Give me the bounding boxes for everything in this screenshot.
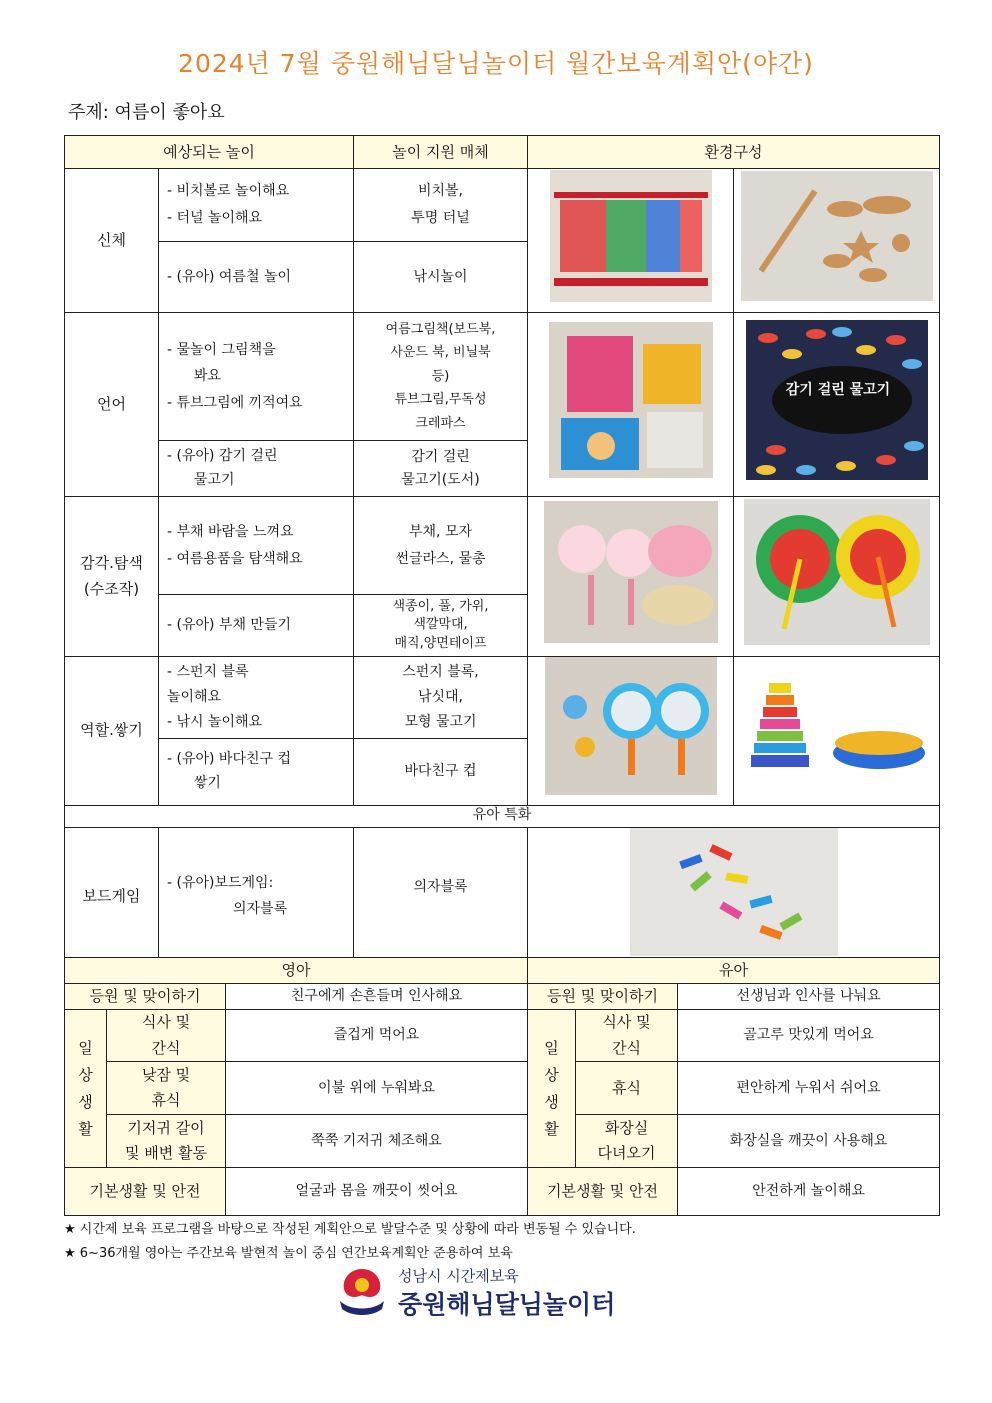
header-play: 예상되는 놀이 <box>65 136 354 169</box>
chair-blocks-photo <box>630 828 838 956</box>
category-language: 언어 <box>65 313 159 497</box>
play-cell: - 비치볼로 놀이해요 - 터널 놀이해요 <box>159 169 354 242</box>
toddler-meal-label: 식사 및 간식 <box>576 1010 678 1062</box>
toddler-arrival-label: 등원 및 맞이하기 <box>528 984 678 1010</box>
tunnel-photo <box>550 170 712 302</box>
media-cell: 부채, 모자 썬글라스, 물총 <box>354 497 528 595</box>
note-2: ★ 6~36개월 영아는 주간보육 발현적 놀이 중심 연간보육계획안 준용하여 보육 <box>64 1246 513 1261</box>
header-env: 환경구성 <box>528 136 940 169</box>
infant-arrival-label: 등원 및 맞이하기 <box>65 984 226 1010</box>
infant-diaper: 쭉쭉 기저귀 체조해요 <box>226 1115 528 1168</box>
infant-safety-label: 기본생활 및 안전 <box>65 1168 226 1216</box>
infant-safety: 얼굴과 몸을 깨끗이 씻어요 <box>226 1168 528 1216</box>
fans-hats-photo <box>544 501 718 643</box>
media-cell: 의자블록 <box>354 827 528 966</box>
infant-header: 영아 <box>65 958 528 984</box>
book-cover-photo <box>746 320 928 480</box>
media-cell: 여름그림책(보드북, 사운드 북, 비닐북 등) 튜브그림,무독성 크레파스 <box>354 313 528 441</box>
photo-cell-tunnel <box>528 169 734 313</box>
infant-diaper-label: 기저귀 갈이 및 배변 활동 <box>107 1115 226 1168</box>
activity-table <box>64 135 940 966</box>
books-photo <box>549 322 713 478</box>
book-cover-title: 감기 걸린 물고기 <box>785 381 890 398</box>
infant-meal: 즐겁게 먹어요 <box>226 1010 528 1062</box>
logo-line-2: 중원해님달님놀이터 <box>398 1290 616 1319</box>
photo-cell-chair-blocks <box>528 827 940 966</box>
play-cell: - (유아)보드게임: 의자블록 <box>159 827 354 966</box>
play-cell: - 스펀지 블록 놀이해요 - 낚시 놀이해요 <box>159 657 354 739</box>
media-cell: 감기 걸린 물고기(도서) <box>354 441 528 497</box>
toddler-arrival: 선생님과 인사를 나눠요 <box>678 984 940 1010</box>
special-header: 유아 특화 <box>65 805 940 827</box>
category-role-block: 역할.쌓기 <box>65 657 159 806</box>
daily-life-table <box>64 957 940 1216</box>
play-cell: - (유아) 부채 만들기 <box>159 595 354 657</box>
media-cell: 낚시놀이 <box>354 242 528 313</box>
toddler-rest-label: 휴식 <box>576 1062 678 1115</box>
infant-arrival: 친구에게 손흔들며 인사해요 <box>226 984 528 1010</box>
toddler-safety-label: 기본생활 및 안전 <box>528 1168 678 1216</box>
page-title: 2024년 7월 중원해님달님놀이터 월간보육계획안(야간) <box>178 49 814 78</box>
toddler-rest: 편안하게 누워서 쉬어요 <box>678 1062 940 1115</box>
toddler-meal: 골고루 맛있게 먹어요 <box>678 1010 940 1062</box>
infant-daily-life-label: 일 상 생 활 <box>65 1010 107 1168</box>
paper-fans-photo <box>744 499 930 645</box>
logo-line-1: 성남시 시간제보육 <box>398 1267 519 1285</box>
category-sensory: 감각.탐색 (수조작) <box>65 497 159 657</box>
play-cell: - (유아) 바다친구 컵 쌓기 <box>159 738 354 805</box>
media-cell: 비치볼, 투명 터널 <box>354 169 528 242</box>
fishing-nets-photo <box>545 657 717 795</box>
photo-cell-stacking-cups <box>734 657 940 806</box>
toddler-toilet-label: 화장실 다녀오기 <box>576 1115 678 1168</box>
play-cell: - 물놀이 그림책을 봐요 - 튜브그림에 끼적여요 <box>159 313 354 441</box>
photo-cell-paper-fans <box>734 497 940 657</box>
stacking-cups-photo <box>739 663 935 789</box>
note-1: ★ 시간제 보육 프로그램을 바탕으로 작성된 계획안으로 발달수준 및 상황에 따라 변동될 수 있습니다. <box>64 1222 636 1237</box>
play-cell: - 부채 바람을 느껴요 - 여름용품을 탐색해요 <box>159 497 354 595</box>
photo-cell-fans-hats <box>528 497 734 657</box>
media-cell: 색종이, 풀, 가위, 색깔막대, 매직,양면테이프 <box>354 595 528 657</box>
toddler-daily-life-label: 일 상 생 활 <box>528 1010 576 1168</box>
seongnam-emblem-icon <box>332 1265 392 1321</box>
photo-cell-book-cover <box>734 313 940 497</box>
media-cell: 스펀지 블록, 낚싯대, 모형 물고기 <box>354 657 528 739</box>
toddler-toilet: 화장실을 깨끗이 사용해요 <box>678 1115 940 1168</box>
category-physical: 신체 <box>65 169 159 313</box>
subject: 주제: 여름이 좋아요 <box>68 102 225 123</box>
media-cell: 바다친구 컵 <box>354 738 528 805</box>
photo-cell-books <box>528 313 734 497</box>
category-board-game: 보드게임 <box>65 827 159 966</box>
infant-nap-label: 낮잠 및 휴식 <box>107 1062 226 1115</box>
photo-cell-fishing <box>734 169 940 313</box>
header-media: 놀이 지원 매체 <box>354 136 528 169</box>
fishing-photo <box>741 171 933 301</box>
infant-meal-label: 식사 및 간식 <box>107 1010 226 1062</box>
play-cell: - (유아) 여름철 놀이 <box>159 242 354 313</box>
photo-cell-fishing-nets <box>528 657 734 806</box>
play-cell: - (유아) 감기 걸린 물고기 <box>159 441 354 497</box>
infant-nap: 이불 위에 누워봐요 <box>226 1062 528 1115</box>
toddler-header: 유아 <box>528 958 940 984</box>
logo <box>332 1263 672 1323</box>
toddler-safety: 안전하게 놀이해요 <box>678 1168 940 1216</box>
